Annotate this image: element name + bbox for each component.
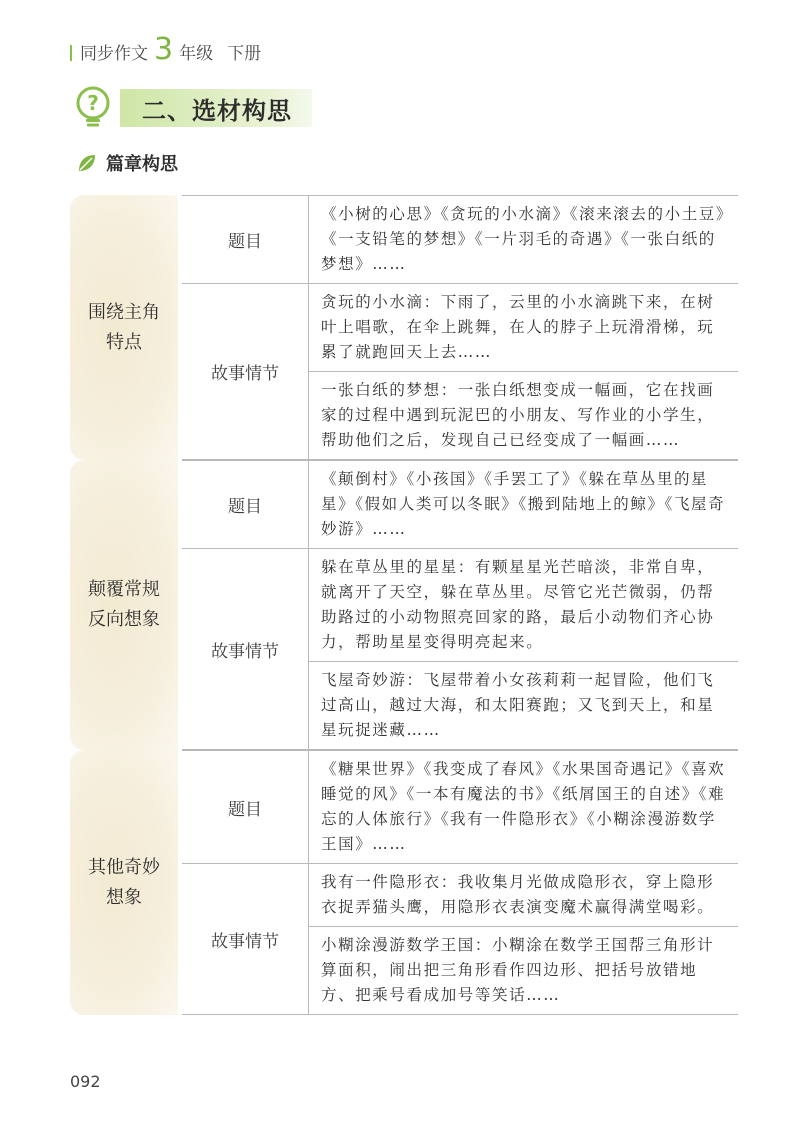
row-label: 故事情节: [182, 284, 309, 459]
category-line: 其他奇妙: [88, 856, 160, 878]
category-line: 反向想象: [88, 609, 160, 630]
plot-cell: 一张白纸的梦想：一张白纸想变成一幅画，它在找画家的过程中遇到玩泥巴的小朋友、写作业的小学生，帮助他们之后，发现自己已经变成了一幅画……: [309, 371, 738, 459]
idea-table: [70, 195, 738, 1015]
category-line: 围绕主角: [88, 301, 160, 323]
plot-cell: 我有一件隐形衣：我收集月光做成隐形衣，穿上隐形衣捉弄猫头鹰，用隐形衣表演变魔术赢得满堂喝彩。: [321, 873, 715, 916]
titles-row: [182, 460, 738, 549]
row-label: 题目: [182, 196, 309, 283]
plots-row: [182, 284, 738, 460]
plots-row: [182, 549, 738, 750]
plot-cell: 飞屋奇妙游：飞屋带着小女孩莉莉一起冒险，他们飞过高山，越过大海，和太阳赛跑；又飞到天上，和星星玩捉迷藏……: [309, 661, 738, 749]
subsection-title: 篇章构思: [106, 154, 178, 175]
leaf-icon: [76, 152, 98, 174]
header-bar: [70, 45, 72, 61]
section-heading: [74, 86, 312, 130]
category-group: [70, 460, 738, 750]
header-grade-label: 年级: [179, 44, 214, 64]
titles-row: [182, 750, 738, 864]
row-label: 故事情节: [182, 549, 309, 749]
header-term: 下册: [227, 44, 262, 64]
section-title: 二、选材构思: [120, 89, 312, 127]
row-label: 故事情节: [182, 864, 309, 1014]
plot-cell: 小糊涂漫游数学王国：小糊涂在数学王国帮三角形计算面积，闹出把三角形看作四边形、把括号放错地方、把乘号看成加号等笑话……: [309, 926, 738, 1014]
row-label: 题目: [182, 751, 309, 863]
category-label: [70, 195, 178, 460]
category-group: [70, 750, 738, 1015]
category-line: 想象: [106, 886, 142, 908]
header-grade-number: 3: [154, 32, 174, 67]
titles-cell: 《颠倒村》《小孩国》《手罢工了》《躲在草丛里的星星》《假如人类可以冬眠》《搬到陆地上的鲸》《飞屋奇妙游》……: [321, 470, 726, 538]
titles-row: [182, 195, 738, 284]
row-label: 题目: [182, 461, 309, 548]
titles-cell: 《糖果世界》《我变成了春风》《水果国奇遇记》《喜欢睡觉的风》《一本有魔法的书》《纸屑国王的自述》《难忘的人体旅行》《我有一件隐形衣》《小糊涂漫游数学王国》……: [321, 760, 726, 853]
subsection-heading: [76, 150, 178, 176]
lightbulb-question-icon: [74, 86, 112, 130]
running-header: [70, 32, 262, 68]
category-label: [70, 460, 178, 750]
titles-cell: 《小树的心思》《贪玩的小水滴》《滚来滚去的小土豆》《一支铅笔的梦想》《一片羽毛的奇遇》《一张白纸的梦想》……: [321, 205, 726, 273]
header-book: 同步作文: [80, 44, 148, 64]
plot-cell: 贪玩的小水滴：下雨了，云里的小水滴跳下来，在树叶上唱歌，在伞上跳舞，在人的脖子上玩滑滑梯，玩累了就跑回天上去……: [321, 293, 715, 361]
plots-row: [182, 864, 738, 1015]
category-line: 颠覆常规: [88, 579, 160, 600]
svg-text:?: ?: [87, 91, 99, 115]
category-label: [70, 750, 178, 1015]
category-line: 特点: [106, 331, 142, 353]
page-number: 092: [70, 1072, 101, 1091]
category-group: [70, 195, 738, 460]
plot-cell: 躲在草丛里的星星：有颗星星光芒暗淡，非常自卑，就离开了天空，躲在草丛里。尽管它光芒微弱，仍帮助路过的小动物照亮回家的路，最后小动物们齐心协力，帮助星星变得明亮起来。: [321, 558, 715, 651]
